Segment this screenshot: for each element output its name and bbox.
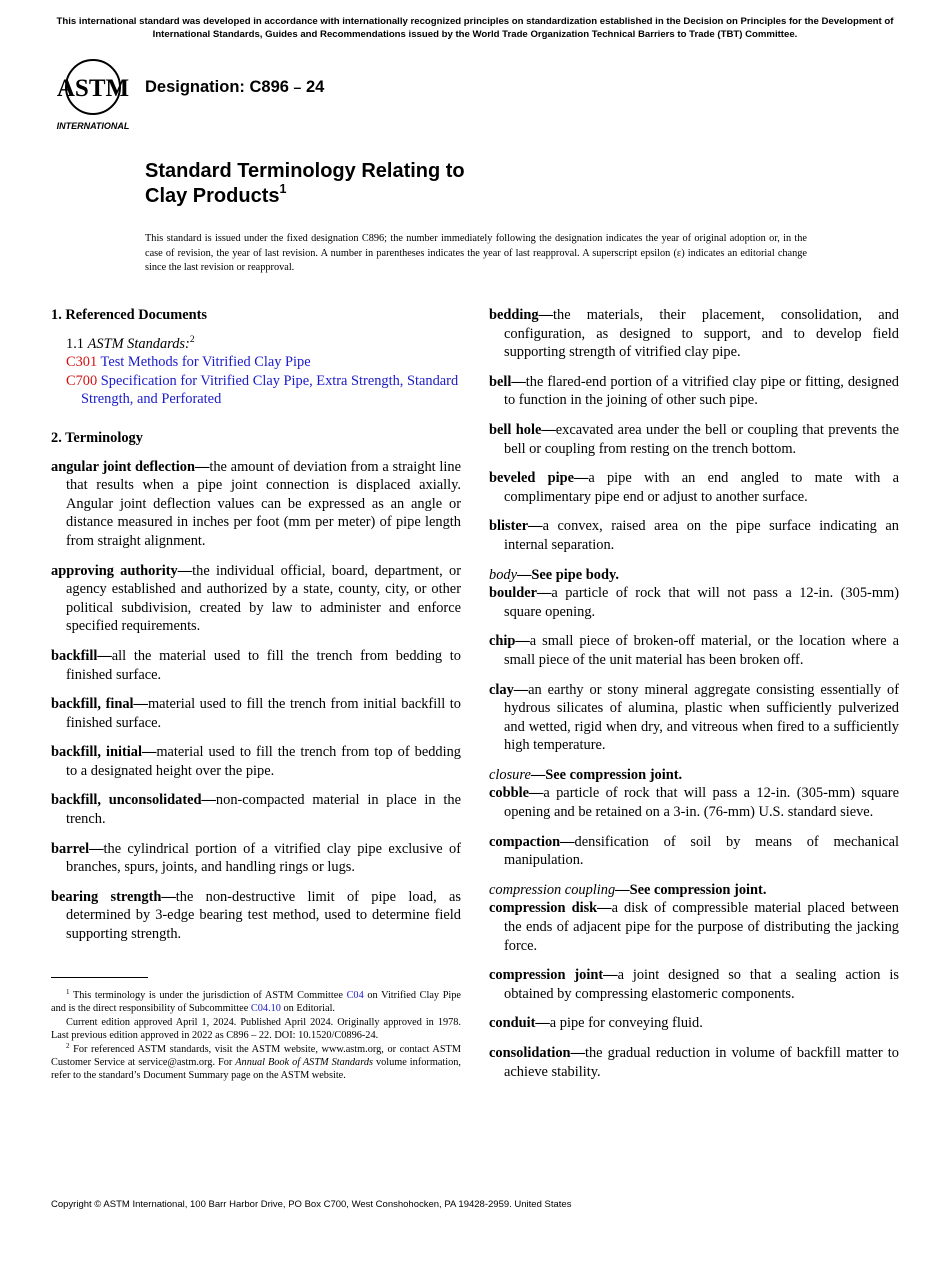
term-entry: bearing strength—the non-destructive limit of pipe load, as determined by 3-edge bearing test method, used to determine field supporting strength. [51,888,461,943]
term-entry: boulder—a particle of rock that will not pass a 12-in. (305-mm) square opening. [489,585,899,620]
term-entry: bell—the flared-end portion of a vitrified clay pipe or fitting, designed to function in the joining of other such pipe. [489,373,899,409]
copyright: Copyright © ASTM International, 100 Barr Harbor Drive, PO Box C700, West Conshohocken, PA 19428-2959. United States [51,1199,572,1210]
term-entry: backfill, final—material used to fill the trench from initial backfill to finished surface. [51,696,462,731]
title-line-2: Clay Products$^1$ [145,182,287,207]
tbt-notice: This international standard was developed in accordance with internationally recognized principles on standardization established in the Decision on Principles for the Development of International Standards, Guides and Recommendations issued by the World Trade Organization Technical Barriers to Trade (TBT) Committee. [56,16,894,40]
term-entry: blister—a convex, raised area on the pipe surface indicating an internal separation. [489,518,899,553]
term-entry: barrel—the cylindrical portion of a vitrified clay pipe exclusive of branches, spurs, joints, and handling rings or lugs. [51,840,461,876]
term-entry: clay—an earthy or stony mineral aggregate consisting essentially of hydrous silicates of alumina, plastic when sufficiently pulverized and wetted, rigid when dry, and vitreous when fired to a sufficiently high temperature. [489,681,899,754]
issued-note: This standard is issued under the fixed designation C896; the number immediately following the designation indicates the year of original adoption or, in the case of revision, the year of last revision. A number in parentheses indicates the year of last reapproval. A superscript epsilon (ε) indicates an editorial change since the last revision or reapproval. [145,233,807,274]
section-2-heading: 2. Terminology [51,429,143,446]
term-entry: compaction—densification of soil by means of mechanical manipulation. [489,833,899,869]
term-entry: cobble—a particle of rock that will pass a 12-in. (305-mm) square opening and be retained on a 3-in. (76-mm) U.S. standard sieve. [489,785,899,821]
link-c04[interactable]: C04 [346,990,364,1001]
astm-standards-subheading: 1.1 ASTM Standards:$^2$ [66,334,195,352]
page-title [145,159,465,209]
designation-year: 24 [305,78,325,96]
footnote-2: $^2$ For referenced ASTM standards, visit the ASTM website, www.astm.org, or contact ASTM Customer Service at service@astm.org. For Annual Book of ASTM Standards volume information, refer to the standard’s Document Summary page on the ASTM website. [51,1041,462,1082]
designation [145,78,324,97]
term-entry: consolidation—the gradual reduction in volume of backfill matter to achieve stability. [489,1045,899,1080]
term-entry: beveled pipe—a pipe with an end angled to mate with a complimentary pipe end or adjust to another surface. [489,470,899,505]
term-entry: approving authority—the individual official, board, department, or agency established and authorized by a state, county, city, or other political subdivision, created by law to administer and enforce specified requirements. [51,562,461,635]
term-entry: compression disk—a disk of compressible material placed between the ends of adjacent pipe for the purpose of distributing the jacking force. [489,900,899,954]
term-see-entry: body—See pipe body. [489,566,619,583]
footnote-divider [51,977,148,978]
term-see-entry: closure—See compression joint. [489,766,683,783]
left-column [51,306,461,955]
footnote-1: $^1$ This terminology is under the jurisdiction of ASTM Committee C04 on Vitrified Clay Pipe and is the direct responsibility of Subcommittee C04.10 on Editorial. [51,988,462,1015]
logo-text: ASTM [56,75,130,102]
right-column [489,306,899,1092]
term-see-entry: compression coupling—See compression joint. [489,881,767,898]
ref-c301[interactable]: C301 Test Methods for Vitrified Clay Pipe [66,354,311,371]
term-entry: backfill, unconsolidated—non-compacted material in place in the trench. [51,792,461,828]
designation-dash: – [293,79,302,95]
section-1-heading: 1. Referenced Documents [51,307,207,323]
edition-note: Current edition approved April 1, 2024. Published April 2024. Originally approved in 1978. Last previous edition approved in 2022 as C896 – 22. DOI: 10.1520/C0896-24. [51,1016,461,1042]
term-entry: angular joint deflection—the amount of deviation from a straight line that results when a pipe joint connection is displaced axially. Angular joint deflection values can be expressed as an angle or distance measured in inches per foot (mm per meter) of pipe length from straight alignment. [51,458,461,549]
footnotes [51,989,461,1083]
term-entry: bell hole—excavated area under the bell or coupling that prevents the bell or coupling from resting on the trench bottom. [489,421,899,457]
term-entry: bedding—the materials, their placement, consolidation, and configuration, as designed to support, and to develop field supporting strength of vitrified clay pipe. [489,307,899,361]
title-line-1: Standard Terminology Relating to [145,160,465,182]
title-footnote-mark: 1 [279,182,287,196]
designation-label: Designation: C896 [145,78,289,96]
logo-subtext: INTERNATIONAL [56,121,130,131]
term-entry: backfill, initial—material used to fill the trench from top of bedding to a designated height over the pipe. [51,744,461,779]
link-c04-10[interactable]: C04.10 [250,1003,281,1015]
term-entry: compression joint—a joint designed so that a sealing action is obtained by compressing elastomeric components. [489,967,899,1002]
astm-logo [52,58,136,132]
term-entry: chip—a small piece of broken-off material, or the location where a small piece of the unit material has been broken off. [489,633,899,668]
term-entry: conduit—a pipe for conveying fluid. [489,1015,703,1032]
term-entry: backfill—all the material used to fill the trench from bedding to finished surface. [51,647,461,683]
ref-c700[interactable]: C700 Specification for Vitrified Clay Pipe, Extra Strength, Standard Strength, and Perforated [66,372,459,408]
